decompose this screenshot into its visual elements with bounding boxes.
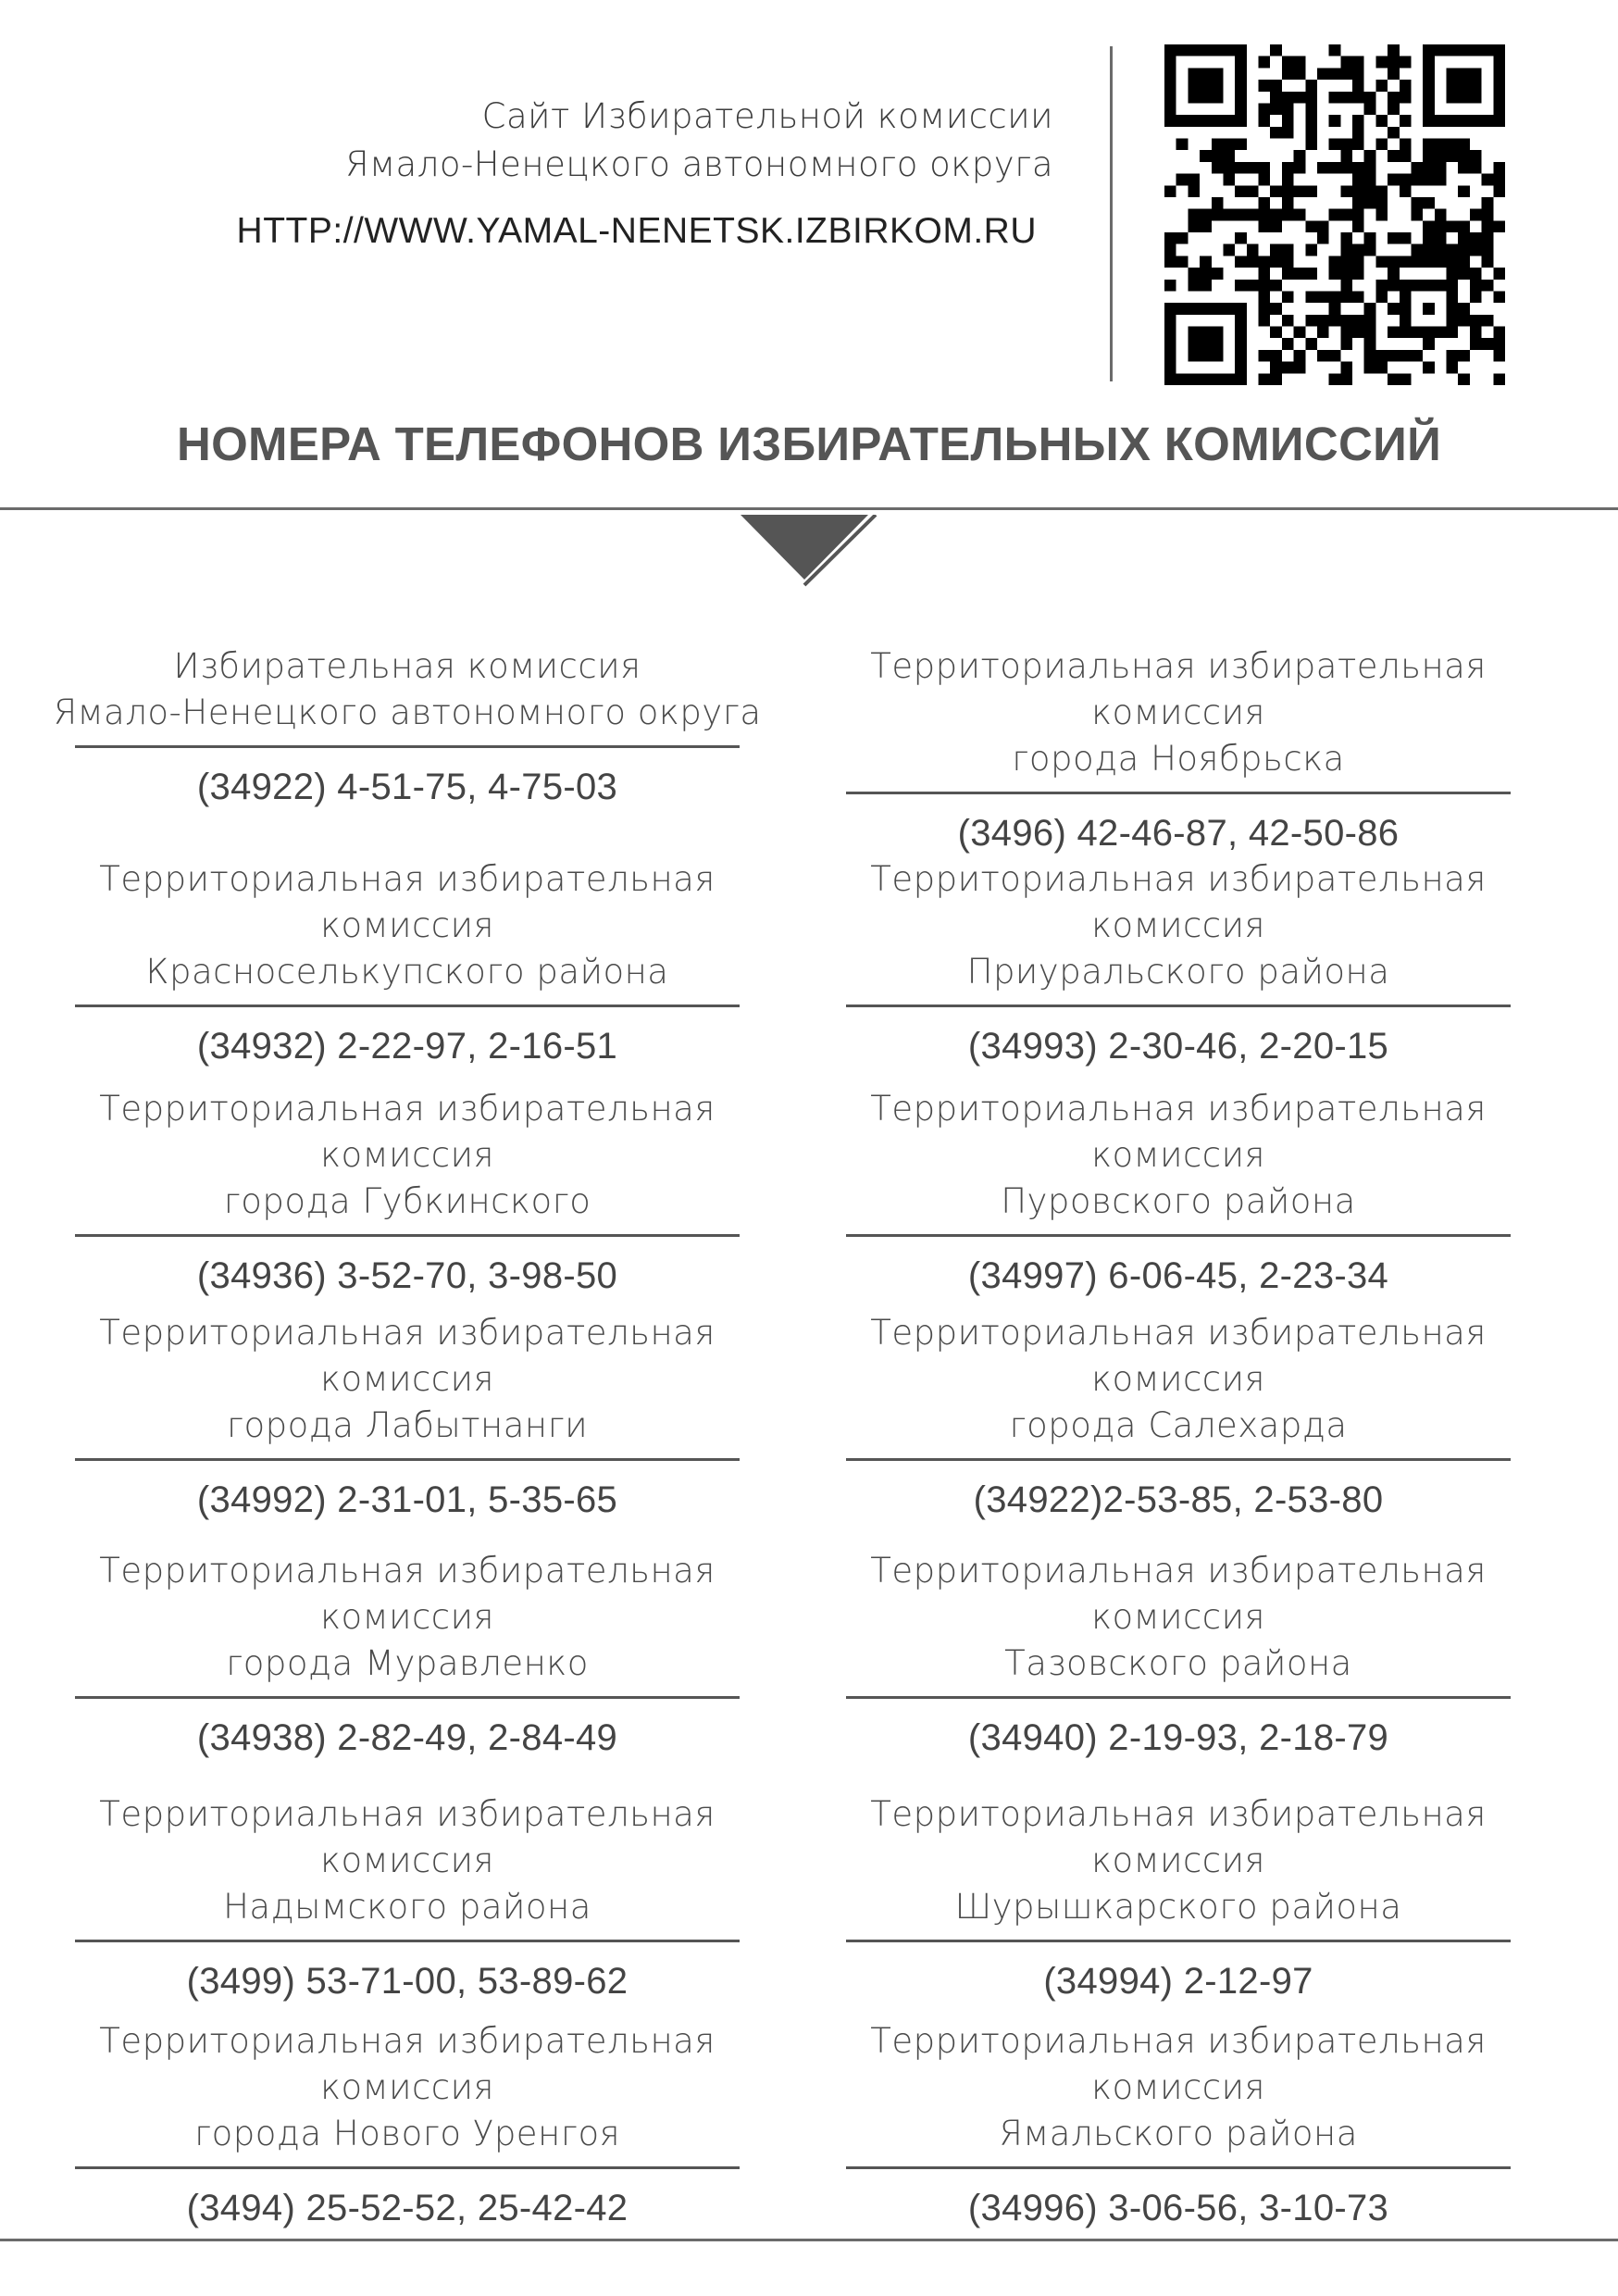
commission-entry <box>780 1310 1576 1521</box>
commission-phone: (3499) 53-71-00, 53-89-62 <box>186 1961 629 2002</box>
commission-phone: (3496) 42-46-87, 42-50-86 <box>957 813 1400 854</box>
site-caption-line1: Сайт Избирательной комиссии <box>481 96 1053 136</box>
title-divider <box>0 507 1618 510</box>
commission-phone: (34992) 2-31-01, 5-35-65 <box>196 1479 618 1520</box>
commission-entry <box>9 1310 805 1521</box>
commission-phone: (3494) 25-52-52, 25-42-42 <box>186 2188 629 2228</box>
commission-name-line2: города Ноябрьска <box>1012 739 1345 779</box>
commission-entry <box>9 856 805 1067</box>
commission-name-line2: Ямало-Ненецкого автономного округа <box>53 693 762 732</box>
commission-name-line2: Приуральского района <box>966 952 1390 992</box>
commission-name-line2: Шурышкарского района <box>954 1887 1402 1927</box>
commission-name-line1: Территориальная избирательная комиссия <box>870 1313 1487 1399</box>
commission-entry <box>780 2018 1576 2229</box>
qr-code-icon <box>1164 44 1505 385</box>
down-arrow-icon <box>737 515 885 589</box>
commission-name-line2: Пуровского района <box>1001 1181 1356 1221</box>
entry-underline <box>846 792 1511 794</box>
vertical-divider <box>1110 46 1113 381</box>
entry-underline <box>75 1458 740 1461</box>
commission-name-line1: Территориальная избирательная комиссия <box>99 1089 716 1175</box>
commission-phone: (34922) 4-51-75, 4-75-03 <box>196 767 618 807</box>
commission-entry <box>9 1548 805 1759</box>
commission-entry <box>780 643 1576 855</box>
commission-name-line1: Территориальная избирательная комиссия <box>99 1551 716 1637</box>
page-title: НОМЕРА ТЕЛЕФОНОВ ИЗБИРАТЕЛЬНЫХ КОМИССИЙ <box>176 418 1442 470</box>
commission-name-line1: Территориальная избирательная комиссия <box>870 646 1487 732</box>
commission-entry <box>9 1086 805 1297</box>
commission-name-line1: Территориальная избирательная комиссия <box>870 859 1487 945</box>
commission-entry <box>780 1548 1576 1759</box>
commission-entry <box>9 1791 805 2003</box>
commission-name-line1: Территориальная избирательная комиссия <box>870 2021 1487 2107</box>
commission-name-line2: Надымского района <box>223 1887 591 1927</box>
commission-name-line1: Территориальная избирательная комиссия <box>99 1313 716 1399</box>
commission-phone: (34997) 6-06-45, 2-23-34 <box>967 1255 1389 1296</box>
commission-name-line2: города Губкинского <box>223 1181 591 1221</box>
commission-phone: (34936) 3-52-70, 3-98-50 <box>196 1255 618 1296</box>
commission-name-line1: Территориальная избирательная комиссия <box>870 1089 1487 1175</box>
entry-underline <box>75 2166 740 2169</box>
commission-name-line1: Избирательная комиссия <box>173 646 641 686</box>
commission-phone: (34993) 2-30-46, 2-20-15 <box>967 1026 1389 1067</box>
commission-name-line2: города Муравленко <box>226 1643 589 1683</box>
commission-name-line2: города Салехарда <box>1009 1405 1348 1445</box>
entry-underline <box>846 2166 1511 2169</box>
site-info <box>220 93 1053 252</box>
entry-underline <box>846 1458 1511 1461</box>
commission-name-line2: города Лабытнанги <box>226 1405 589 1445</box>
commission-entry <box>780 1086 1576 1297</box>
commission-name-line2: Красноселькупского района <box>145 952 669 992</box>
commission-phone: (34938) 2-82-49, 2-84-49 <box>196 1717 618 1758</box>
commission-phone: (34940) 2-19-93, 2-18-79 <box>967 1717 1389 1758</box>
commission-name-line1: Территориальная избирательная комиссия <box>870 1794 1487 1880</box>
commission-name-line1: Территориальная избирательная комиссия <box>99 859 716 945</box>
entry-underline <box>75 1696 740 1699</box>
commission-entry <box>780 1791 1576 2003</box>
site-url[interactable]: HTTP://WWW.YAMAL-NENETSK.IZBIRKOM.RU <box>236 211 1037 251</box>
commission-phone: (34932) 2-22-97, 2-16-51 <box>196 1026 618 1067</box>
commission-name-line1: Территориальная избирательная комиссия <box>870 1551 1487 1637</box>
commission-entry <box>9 643 805 808</box>
entry-underline <box>75 1004 740 1007</box>
commission-name-line2: Тазовского района <box>1004 1643 1352 1683</box>
entry-underline <box>75 745 740 748</box>
commission-name-line2: Ямальского района <box>999 2114 1358 2153</box>
entry-underline <box>75 1940 740 1942</box>
entry-underline <box>846 1234 1511 1237</box>
commission-phone: (34996) 3-06-56, 3-10-73 <box>967 2188 1389 2228</box>
commission-name-line2: города Нового Уренгоя <box>194 2114 620 2153</box>
bottom-divider <box>0 2239 1618 2241</box>
commission-name-line1: Территориальная избирательная комиссия <box>99 1794 716 1880</box>
commission-name-line1: Территориальная избирательная комиссия <box>99 2021 716 2107</box>
entry-underline <box>846 1696 1511 1699</box>
entry-underline <box>846 1940 1511 1942</box>
entry-underline <box>75 1234 740 1237</box>
site-caption-line2: Ямало-Ненецкого автономного округа <box>344 144 1053 184</box>
commission-entry <box>780 856 1576 1067</box>
commission-phone: (34922)2-53-85, 2-53-80 <box>973 1479 1384 1520</box>
commission-phone: (34994) 2-12-97 <box>1043 1961 1313 2002</box>
entry-underline <box>846 1004 1511 1007</box>
commission-entry <box>9 2018 805 2229</box>
